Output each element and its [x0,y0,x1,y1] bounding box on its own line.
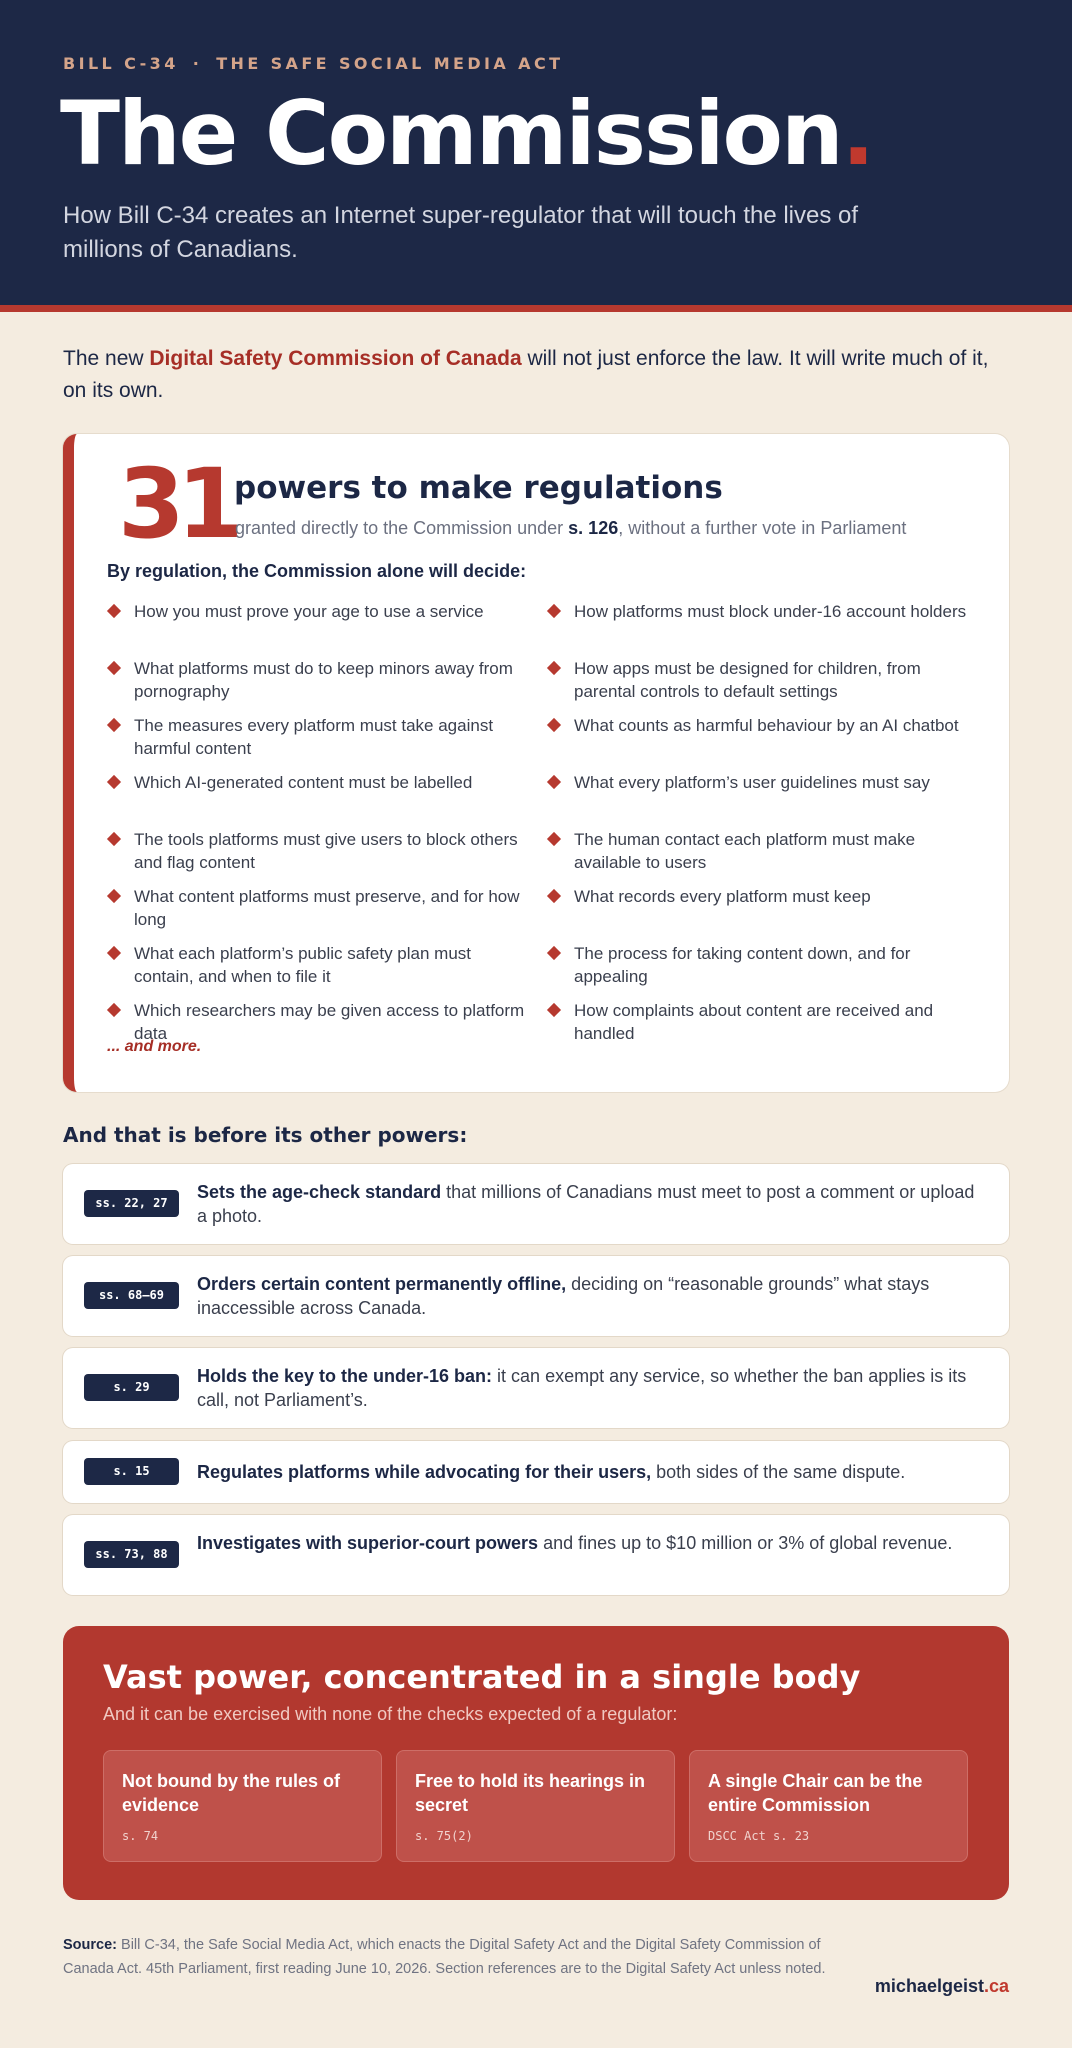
diamond-bullet-icon [107,889,121,903]
header-banner [0,0,1072,312]
powers-subtitle [235,518,906,539]
check-card [396,1750,675,1862]
diamond-bullet-icon [547,1003,561,1017]
powers-count: 31 [118,448,236,560]
section-badge: ss. 22, 27 [84,1190,179,1217]
and-more: ... and more. [107,1038,202,1055]
power-item-text: How apps must be designed for children, from parental controls to default settings [574,659,921,701]
check-title: Free to hold its hearings in secret [415,1771,646,1815]
diamond-bullet-icon [547,832,561,846]
power-item-text: What records every platform must keep [574,887,871,906]
power-item [547,771,987,828]
diamond-bullet-icon [107,718,121,732]
kicker-separator: · [192,54,203,73]
source-label: Source: [63,1937,117,1953]
power-item-text: Which AI-generated content must be labelled [134,773,473,792]
power-item-text: What platforms must do to keep minors away from pornography [134,659,513,701]
check-ref: DSCC Act s. 23 [708,1829,810,1843]
section-badge: s. 29 [84,1374,179,1401]
diamond-bullet-icon [547,604,561,618]
diamond-bullet-icon [107,1003,121,1017]
diamond-bullet-icon [107,832,121,846]
intro-post: will not just enforce the law. It will write much of it, on its own. [63,347,989,402]
intro-pre: The new [63,347,150,370]
power-row-detail: and fines up to $10 million or 3% of global revenue. [538,1533,953,1553]
check-card [103,1750,382,1862]
power-item-text: What every platform’s user guidelines must say [574,773,930,792]
check-ref: s. 74 [122,1829,159,1843]
section-badge: s. 15 [84,1458,179,1485]
decide-label: By regulation, the Commission alone will decide: [107,561,527,581]
power-row-lead: Sets the age-check standard [197,1182,442,1202]
power-item-text: The process for taking content down, and for appealing [574,944,911,986]
power-item-text: Which researchers may be given access to platform data [134,1001,525,1043]
power-item-text: How complaints about content are received and handled [574,1001,934,1043]
power-item [547,942,987,999]
powers-sub-ref: s. 126 [568,518,619,538]
diamond-bullet-icon [547,718,561,732]
power-item-text: How platforms must block under-16 account holders [574,602,967,621]
power-row-lead: Investigates with superior-court powers [197,1533,539,1553]
power-row-text [197,1180,987,1228]
intro-highlight: Digital Safety Commission of Canada [149,347,522,370]
powers-title: powers to make regulations [234,470,723,506]
diamond-bullet-icon [107,946,121,960]
power-row [63,1348,1009,1428]
power-row [63,1515,1009,1595]
page-title [60,82,874,185]
diamond-bullet-icon [107,775,121,789]
power-item-text: What content platforms must preserve, and for how long [134,887,520,929]
power-row-detail: it can exempt any service, so whether the ban applies is its call, not Parliament’s. [197,1366,967,1410]
section-badge: ss. 68–69 [84,1282,179,1309]
power-row-text [197,1272,987,1320]
power-row-lead: Orders certain content permanently offline, [197,1274,567,1294]
check-card [689,1750,968,1862]
power-row-lead: Holds the key to the under-16 ban: [197,1366,493,1386]
power-item [107,771,547,828]
powers-sub-post: , without a further vote in Parliament [618,518,907,538]
check-title: Not bound by the rules of evidence [122,1771,340,1815]
power-item [547,714,987,771]
power-item-text: What each platform’s public safety plan must contain, and when to file it [134,944,472,986]
kicker [63,54,563,73]
check-title: A single Chair can be the entire Commission [708,1771,923,1815]
power-row [63,1256,1009,1336]
power-row-text [197,1531,987,1555]
power-row-text [197,1364,987,1412]
title-text: The Commission [60,82,842,185]
power-item [107,600,547,657]
check-ref: s. 75(2) [415,1829,473,1843]
source-text: Bill C-34, the Safe Social Media Act, which enacts the Digital Safety Act and the Digital Safety Commission of Canada Act. 45th Parliament, first reading June 10, 2026. Section references are to the Digital Safety Act unless noted. [63,1937,826,1977]
power-item [547,999,987,1056]
kicker-act: THE SAFE SOCIAL MEDIA ACT [216,54,564,73]
vast-title: Vast power, concentrated in a single body [103,1658,861,1696]
diamond-bullet-icon [547,889,561,903]
brand-link[interactable] [875,1976,1009,1997]
power-item-text: What counts as harmful behaviour by an AI chatbot [574,716,959,735]
power-row [63,1441,1009,1503]
powers-card [63,434,1009,1092]
power-row-text [197,1460,987,1484]
page-subtitle: How Bill C-34 creates an Internet super-regulator that will touch the lives of millions of Canadians. [63,202,859,263]
power-row [63,1164,1009,1244]
power-item-text: How you must prove your age to use a service [134,602,484,621]
brand-name: michaelgeist [874,1976,984,1996]
diamond-bullet-icon [547,775,561,789]
power-item-text: The measures every platform must take against harmful content [134,716,494,758]
power-item [107,828,547,885]
vast-subtitle: And it can be exercised with none of the checks expected of a regulator: [103,1704,678,1724]
powers-sub-pre: granted directly to the Commission under [235,518,569,538]
power-item [107,885,547,942]
source-note [63,1933,843,1981]
power-item [547,657,987,714]
power-item [547,828,987,885]
power-item [107,942,547,999]
power-row-detail: deciding on “reasonable grounds” what stays inaccessible across Canada. [197,1274,930,1318]
power-item-text: The tools platforms must give users to block others and flag content [134,830,518,872]
title-dot: . [841,82,874,185]
diamond-bullet-icon [547,661,561,675]
brand-tld: .ca [983,1976,1009,1996]
powers-list [107,600,987,1056]
intro-paragraph [63,343,1013,407]
diamond-bullet-icon [547,946,561,960]
diamond-bullet-icon [107,661,121,675]
power-row-detail: both sides of the same dispute. [651,1462,906,1482]
kicker-bill: BILL C-34 [63,54,179,73]
power-item [547,885,987,942]
power-item-text: The human contact each platform must make available to users [574,830,916,872]
power-item [107,714,547,771]
other-powers-title: And that is before its other powers: [63,1123,468,1147]
diamond-bullet-icon [107,604,121,618]
power-row-lead: Regulates platforms while advocating for their users, [197,1462,652,1482]
vast-power-card [63,1626,1009,1900]
section-badge: ss. 73, 88 [84,1541,179,1568]
power-item [107,657,547,714]
power-item [547,600,987,657]
power-row-detail: that millions of Canadians must meet to post a comment or upload a photo. [197,1182,975,1226]
